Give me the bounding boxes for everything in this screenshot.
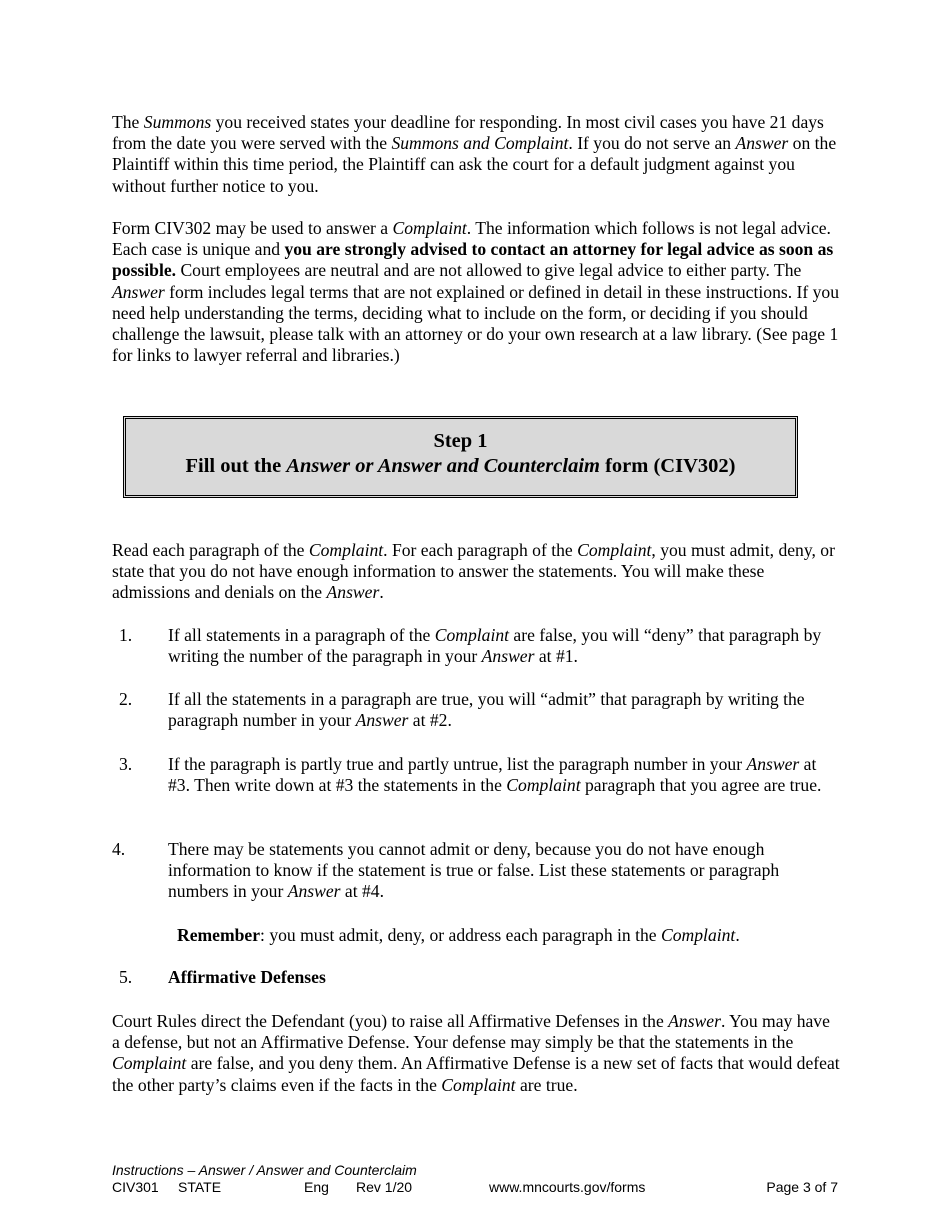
list-item-text: If all statements in a paragraph of the Complaint are false, you will “deny” that paragraph by writing the number of the paragraph in your Answer at #1. xyxy=(168,625,822,667)
list-item-heading: Affirmative Defenses xyxy=(168,967,326,987)
footer-page-number: Page 3 of 7 xyxy=(766,1179,838,1195)
footer-form-code: CIV301 xyxy=(112,1179,159,1195)
step-heading: Step 1 xyxy=(433,430,488,452)
footer-revision: Rev 1/20 xyxy=(356,1179,413,1195)
read-complaint-paragraph: Read each paragraph of the Complaint. For each paragraph of the Complaint, you must admit, deny, or state that you do not have enough information to answer the statements. You will make these admissions and denials on the Answer. xyxy=(112,540,835,603)
list-item-number: 3. xyxy=(119,754,133,774)
list-item-text: If all the statements in a paragraph are true, you will “admit” that paragraph by writing the paragraph number in your Answer at #2. xyxy=(168,689,805,731)
remember-note: Remember: you must admit, deny, or address each paragraph in the Complaint. xyxy=(177,925,740,945)
step-1-box xyxy=(123,416,798,498)
footer-url: www.mncourts.gov/forms xyxy=(489,1179,646,1195)
step-subheading: Fill out the Answer or Answer and Counterclaim form (CIV302) xyxy=(185,455,736,477)
list-item-number: 5. xyxy=(119,967,133,987)
list-item-number: 4. xyxy=(112,839,126,859)
list-item-text: There may be statements you cannot admit or deny, because you do not have enough information to know if the statement is true or false. List these statements or paragraph numbers in your Answer at #4. xyxy=(168,839,780,902)
list-item-text: If the paragraph is partly true and partly untrue, list the paragraph number in your Answer at #3. Then write down at #3 the statements in the Complaint paragraph that you agree are true. xyxy=(168,754,822,796)
deadline-paragraph: The Summons you received states your deadline for responding. In most civil cases you have 21 days from the date you were served with the Summons and Complaint. If you do not serve an Answer on the Plaintiff within this time period, the Plaintiff can ask the court for a default judgment against you without further notice to you. xyxy=(112,112,837,196)
list-item-number: 2. xyxy=(119,689,133,709)
footer-title: Instructions – Answer / Answer and Counterclaim xyxy=(112,1162,417,1178)
page-footer xyxy=(112,1162,842,1196)
court-rules-paragraph: Court Rules direct the Defendant (you) to raise all Affirmative Defenses in the Answer. You may have a defense, but not an Affirmative Defense. Your defense may simply be that the statements in the Complaint are false, and you deny them. An Affirmative Defense is a new set of facts that would defeat the other party’s claims even if the facts in the Complaint are true. xyxy=(112,1011,840,1095)
footer-language: Eng xyxy=(304,1179,329,1195)
list-item-number: 1. xyxy=(119,625,133,645)
legal-advice-paragraph: Form CIV302 may be used to answer a Complaint. The information which follows is not legal advice. Each case is unique and you are strongly advised to contact an attorney for legal advice as soon as possible. Court employees are neutral and are not allowed to give legal advice to either party. The Answer form includes legal terms that are not explained or defined in detail in these instructions. If you need help understanding the terms, deciding what to include on the form, or deciding if you should challenge the lawsuit, please talk with an attorney or do your own research at a law library. (See page 1 for links to lawyer referral and libraries.) xyxy=(112,218,840,366)
footer-state: STATE xyxy=(178,1179,222,1195)
